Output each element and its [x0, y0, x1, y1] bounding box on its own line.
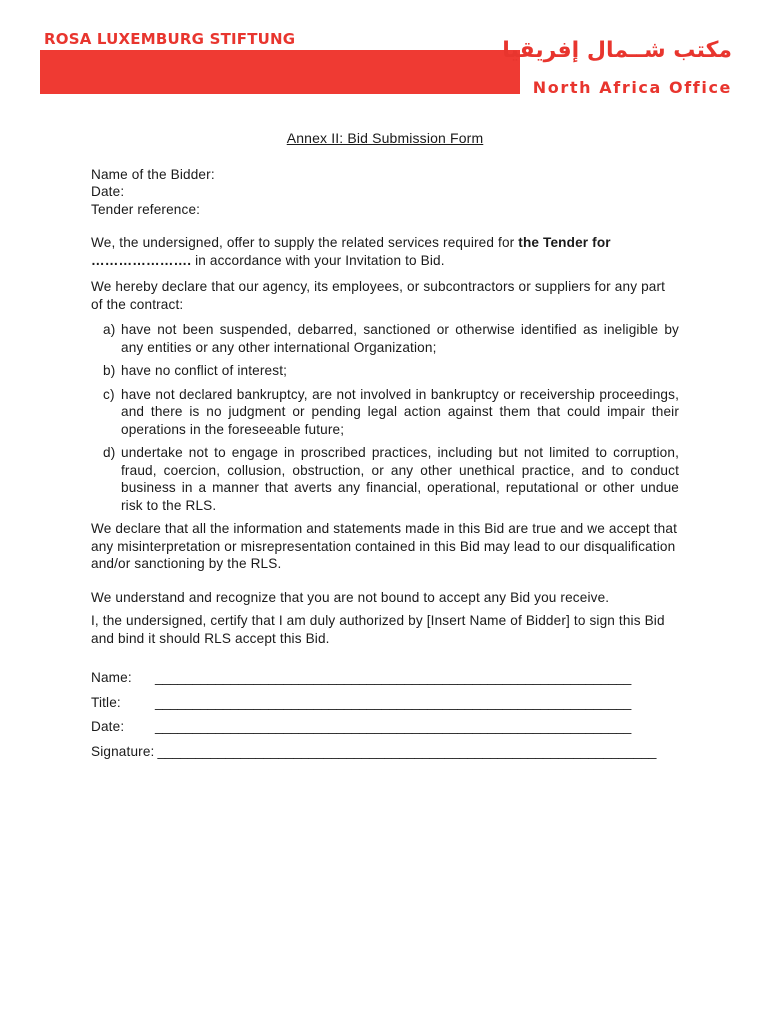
date-field: Date:: [91, 184, 125, 199]
title-label: Title:: [91, 694, 121, 710]
certify-paragraph: I, the undersigned, certify that I am duly authorized by [Insert Name of Bidder] to sign this Bid and bind it should RLS accept this Bid.: [91, 613, 665, 646]
org-name-logo: ROSA LUXEMBURG STIFTUNG: [44, 30, 296, 48]
offer-paragraph: [91, 234, 679, 269]
name-line: _______________________________________________________________: [155, 670, 632, 685]
declaration-list: [91, 321, 679, 514]
name-label: Name:: [91, 670, 132, 685]
document-title: Annex II: Bid Submission Form: [286, 130, 484, 146]
date-line: _______________________________________________________________: [155, 719, 632, 734]
understand-paragraph: We understand and recognize that you are not bound to accept any Bid you receive.: [91, 589, 610, 605]
signature-line: __________________________________________________________________: [157, 743, 657, 759]
bidder-fields: [91, 166, 679, 219]
list-item: [91, 444, 679, 514]
list-item: [91, 321, 679, 356]
offer-text-start: We, the undersigned, offer to supply the related services required for: [91, 235, 519, 250]
signature-row: [91, 743, 679, 761]
declare-intro: We hereby declare that our agency, its employees, or subcontractors or suppliers for any part of the contract:: [91, 279, 666, 312]
date-row: [91, 718, 679, 736]
list-item-text: have not declared bankruptcy, are not involved in bankruptcy or receivership proceedings, and there is no judgment or pending legal action against them that could impair their operations in the foreseeable future;: [121, 386, 679, 437]
list-marker: a): [103, 322, 116, 337]
tender-reference-field: Tender reference:: [91, 201, 201, 217]
office-name-english: North Africa Office: [532, 78, 732, 97]
bidder-name-field: Name of the Bidder:: [91, 166, 215, 182]
offer-tender-bold: the Tender for ………………….: [91, 235, 611, 268]
list-item: [91, 362, 679, 380]
brand-red-bar: [40, 50, 520, 94]
list-item: [91, 386, 679, 439]
document-body: [91, 130, 679, 767]
list-marker: c): [103, 386, 115, 402]
offer-text-end: in accordance with your Invitation to Bid.: [191, 252, 445, 268]
declare-true-paragraph: We declare that all the information and statements made in this Bid are true and we accept that any misinterpretation or misrepresentation contained in this Bid may lead to our disqualification and/or sanctioning by the RLS.: [91, 521, 678, 571]
title-row: [91, 694, 679, 712]
list-item-text: undertake not to engage in proscribed practices, including but not limited to corruption, fraud, coercion, collusion, obstruction, or any other unethical practice, and to conduct business in a manner that averts any financial, operational, reputational or other undue risk to the RLS.: [121, 445, 679, 513]
list-marker: d): [103, 445, 116, 460]
date-label: Date:: [91, 719, 125, 734]
list-item-text: have not been suspended, debarred, sanctioned or otherwise identified as ineligible by any entities or any other international Organization;: [121, 322, 679, 355]
list-item-text: have no conflict of interest;: [121, 363, 288, 378]
office-name-arabic: مكتب شــمال إفريقيا: [502, 38, 732, 63]
title-line: _______________________________________________________________: [155, 694, 632, 710]
name-row: [91, 669, 679, 687]
list-marker: b): [103, 363, 116, 378]
signature-label: Signature:: [91, 743, 155, 759]
signature-block: [91, 669, 679, 760]
